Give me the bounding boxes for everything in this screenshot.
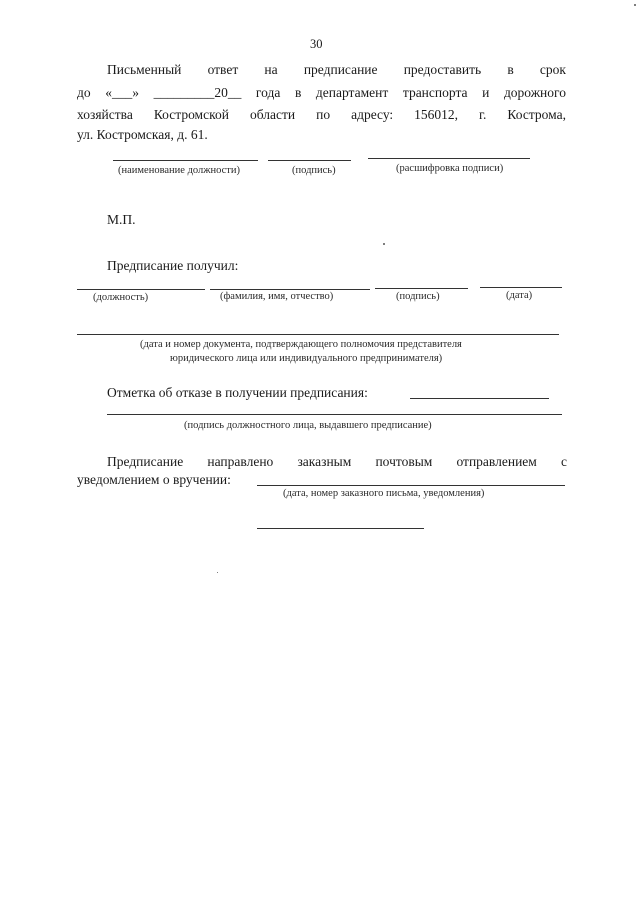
received-name-caption: (фамилия, имя, отчество): [220, 291, 334, 302]
authority-caption-line-2: юридического лица или индивидуального предпринимателя): [170, 353, 443, 364]
word: срок: [539, 62, 566, 77]
word: по: [316, 107, 331, 122]
signature-caption: (подпись): [292, 165, 336, 176]
mailing-line-1: [107, 455, 567, 469]
word: предоставить: [403, 62, 482, 77]
closing-rule: [257, 528, 424, 529]
decoding-line: [368, 158, 530, 159]
scan-speck: [383, 243, 385, 245]
word: в: [507, 62, 514, 77]
received-position-line: [77, 289, 205, 290]
received-date-line: [480, 287, 562, 288]
received-date-caption: (дата): [506, 290, 533, 301]
word: транспорта: [402, 85, 468, 100]
mailing-line-2: уведомлением о вручении:: [77, 472, 231, 487]
word: направлено: [207, 454, 274, 469]
authority-document-line: [77, 334, 559, 335]
scan-speck: [217, 572, 218, 573]
word: и: [482, 85, 490, 100]
word: Кострома,: [507, 107, 566, 122]
signature-line: [268, 160, 351, 161]
word: Предписание: [107, 454, 184, 469]
word: хозяйства: [77, 107, 133, 122]
position-line: [113, 160, 258, 161]
word: на: [264, 62, 278, 77]
mailing-line: [257, 485, 565, 486]
word: _________20__: [153, 85, 242, 100]
page-number: 30: [310, 37, 323, 51]
word: области: [249, 107, 296, 122]
paragraph-line-4: ул. Костромская, д. 61.: [77, 127, 208, 142]
received-position-caption: (должность): [93, 292, 149, 303]
word: отправлением: [456, 454, 537, 469]
refusal-line: [107, 414, 562, 415]
word: предписание: [303, 62, 378, 77]
received-signature-line: [375, 288, 468, 289]
mailing-caption: (дата, номер заказного письма, уведомления): [283, 488, 485, 499]
refusal-inline-line: [410, 398, 549, 399]
received-label: Предписание получил:: [107, 258, 239, 273]
paragraph-line-2: [77, 86, 566, 100]
word: ответ: [207, 62, 239, 77]
word: Костромской: [153, 107, 229, 122]
position-caption: (наименование должности): [118, 165, 241, 176]
word: департамент: [315, 85, 389, 100]
word: года: [255, 85, 281, 100]
authority-caption-line-1: (дата и номер документа, подтверждающего полномочия представителя: [140, 339, 462, 350]
word: «___»: [105, 85, 139, 100]
received-signature-caption: (подпись): [396, 291, 440, 302]
word: заказным: [297, 454, 352, 469]
refusal-label: Отметка об отказе в получении предписания:: [107, 385, 368, 400]
word: почтовым: [375, 454, 433, 469]
received-name-line: [210, 289, 370, 290]
decoding-caption: (расшифровка подписи): [396, 163, 504, 174]
word: в: [294, 85, 302, 100]
seal-label: М.П.: [107, 212, 136, 227]
paragraph-line-3: [77, 108, 566, 122]
paragraph-line-1: [107, 63, 566, 77]
word: Письменный: [107, 62, 182, 77]
word: 156012,: [414, 107, 459, 122]
word: дорожного: [503, 85, 566, 100]
refusal-caption: (подпись должностного лица, выдавшего предписание): [184, 420, 432, 431]
word: с: [561, 454, 567, 469]
scan-speck: [634, 4, 636, 6]
word: г.: [479, 107, 487, 122]
word: адресу:: [351, 107, 394, 122]
word: до: [77, 85, 91, 100]
